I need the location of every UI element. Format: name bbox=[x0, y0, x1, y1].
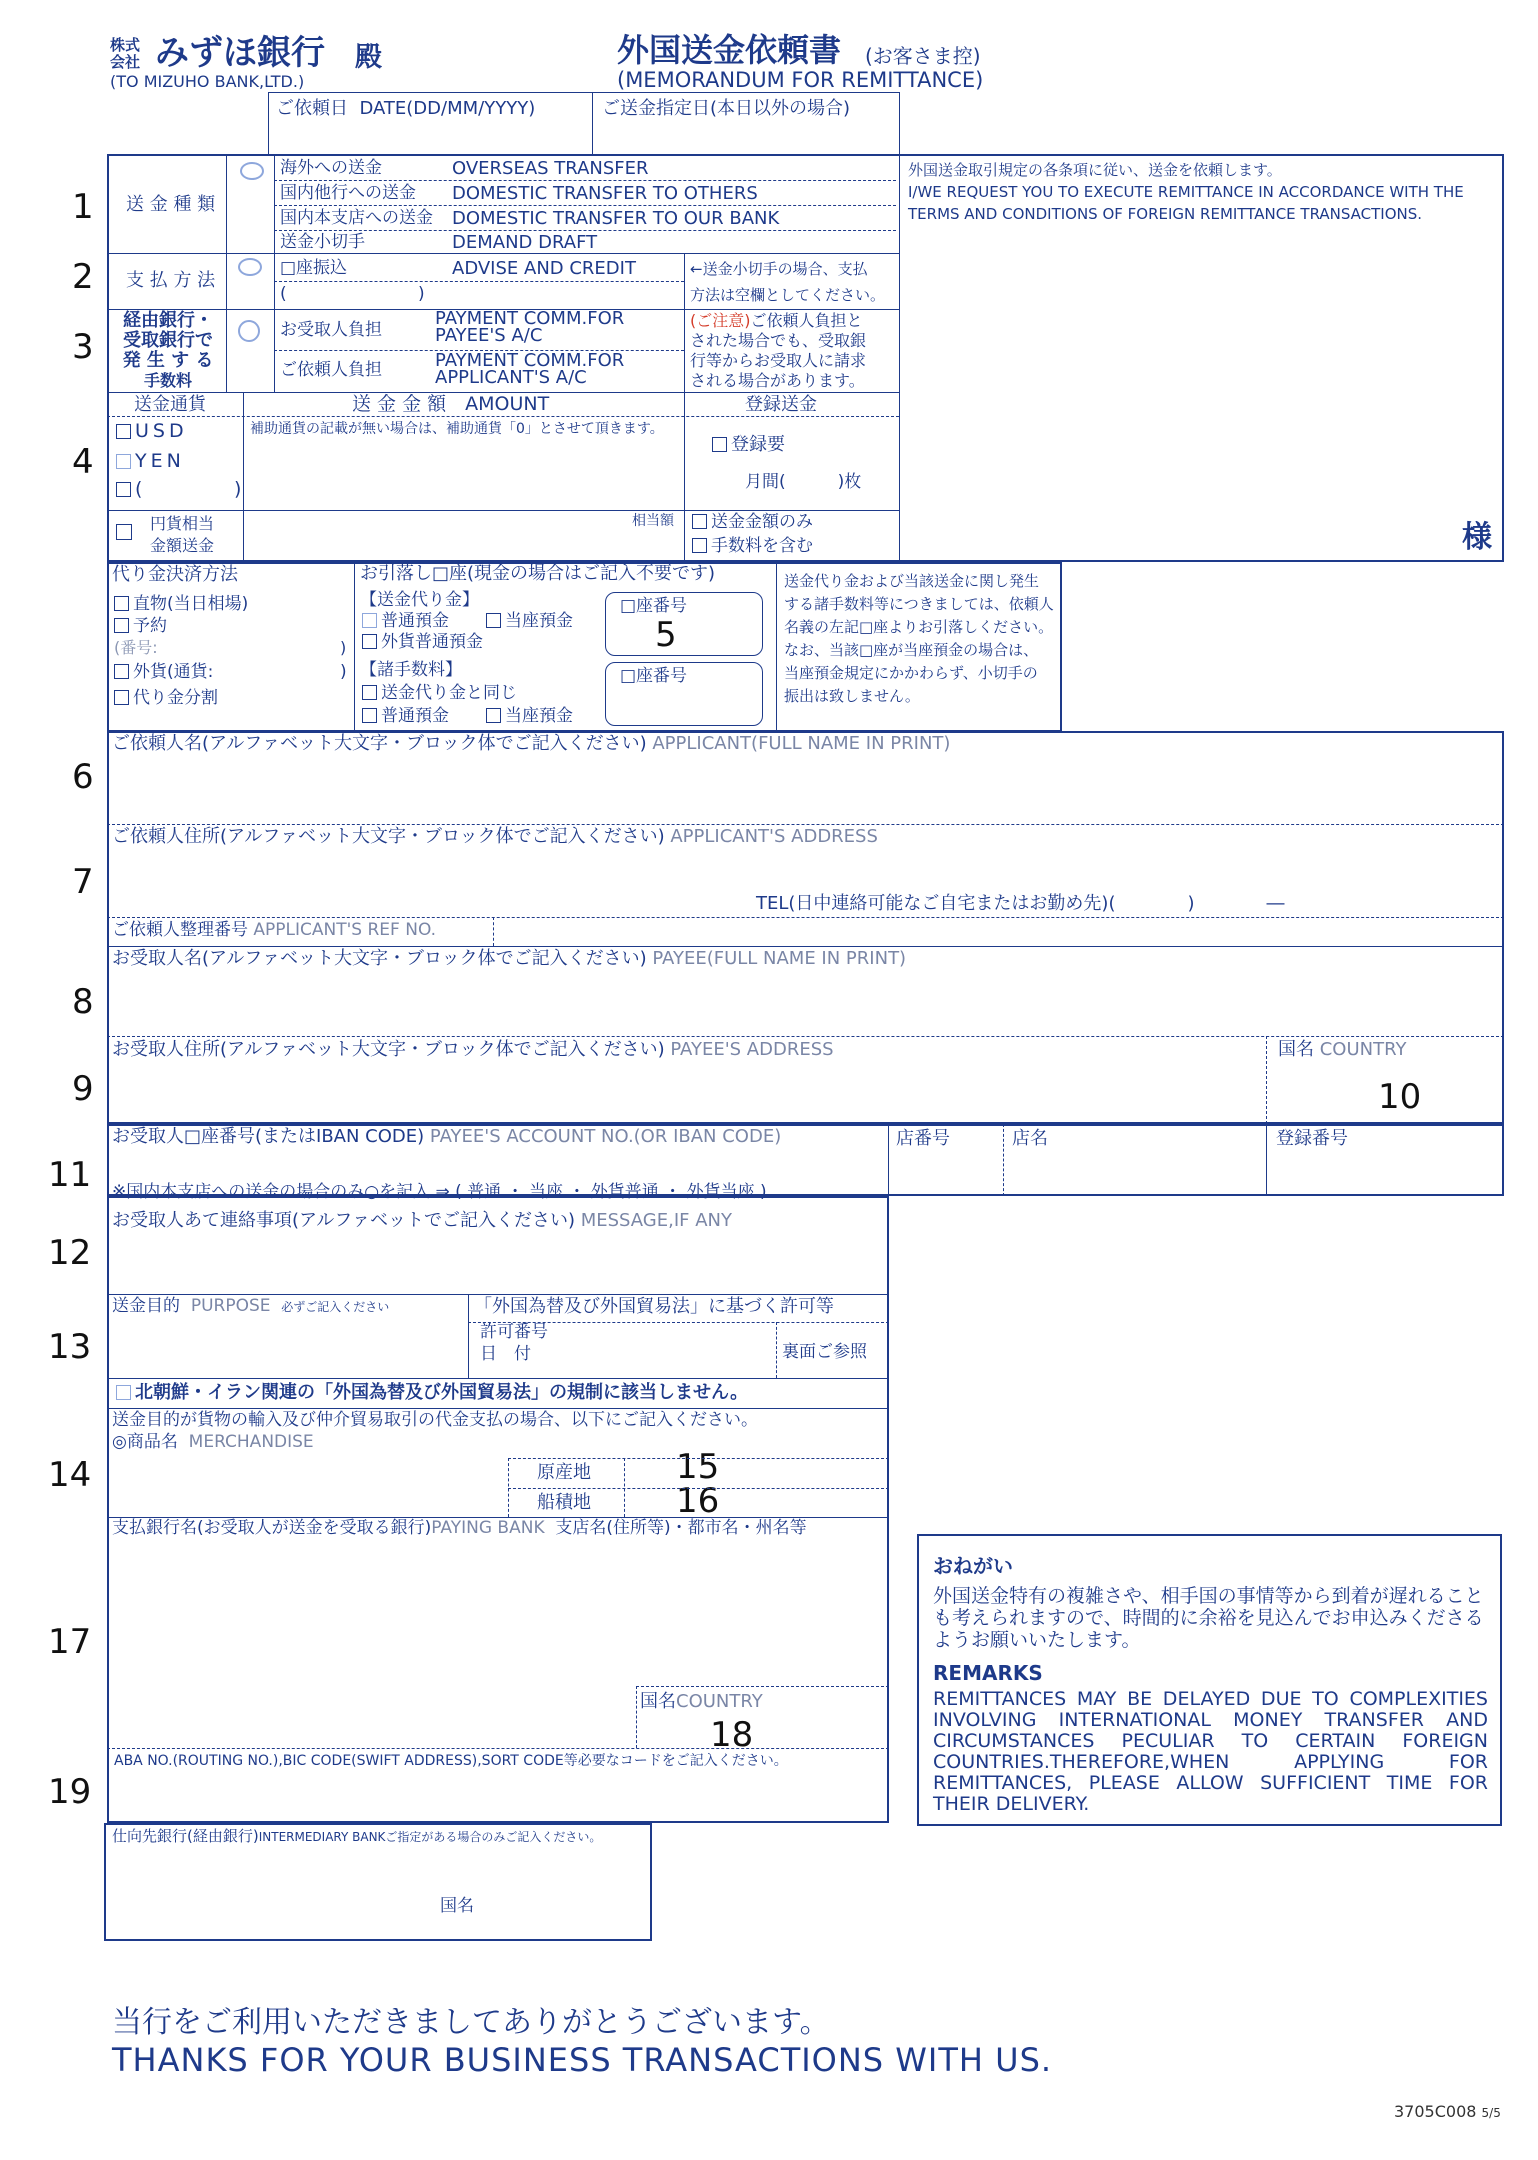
circle-mark-icon bbox=[238, 320, 260, 342]
option-advise-credit[interactable]: □座振込 bbox=[280, 258, 348, 278]
goods-header: 送金目的が貨物の輸入及び仲介貿易取引の代金支払の場合、以下にご記入ください。 bbox=[112, 1410, 758, 1430]
sanctions-checkbox[interactable]: 北朝鮮・イラン関連の「外国為替及び外国貿易法」の規制に該当しません。 bbox=[116, 1384, 748, 1402]
row-number: 14 bbox=[48, 1455, 92, 1495]
purpose-input[interactable] bbox=[112, 1320, 462, 1374]
charges-payee[interactable]: お受取人負担 bbox=[280, 320, 382, 340]
settle-split[interactable]: 代り金分割 bbox=[114, 690, 218, 707]
paying-bank-label: 支払銀行名(お受取人が送金を受取る銀行)PAYING BANK 支店名(住所等)・都市名・州名等 bbox=[112, 1518, 807, 1538]
remit-proceeds: 【送金代り金】 bbox=[360, 590, 479, 610]
merchandise-input[interactable] bbox=[112, 1456, 502, 1516]
payee-name-label: お受取人名(アルファベット大文字・ブロック体でご記入ください) PAYEE(FULL NAME IN PRINT) bbox=[112, 948, 907, 969]
bank-code-label: ABA NO.(ROUTING NO.),BIC CODE(SWIFT ADDRESS),SORT CODE等必要なコードをご記入ください。 bbox=[114, 1753, 788, 1769]
permit-date-label: 日 付 bbox=[480, 1344, 531, 1364]
option-overseas[interactable]: 海外への送金 bbox=[280, 158, 382, 178]
payment-method-label: 支 払 方 法 bbox=[126, 270, 216, 291]
registered-header: 登録送金 bbox=[745, 394, 817, 415]
remarks-title-en: REMARKS bbox=[933, 1661, 1043, 1685]
proceeds-foreign[interactable]: 外貨普通預金 bbox=[362, 634, 483, 651]
request-date-label: ご依頼日 DATE(DD/MM/YYYY) bbox=[276, 98, 536, 119]
currency-yen[interactable]: YEN bbox=[116, 452, 185, 471]
currency-header: 送金通貨 bbox=[134, 394, 206, 415]
message-input[interactable] bbox=[112, 1234, 882, 1290]
remarks-body-en: REMITTANCES MAY BE DELAYED DUE TO COMPLEXITIES INVOLVING INTERNATIONAL MONEY TRANSFER AND CIRCUMSTANCES PECULIAR TO CERTAIN FOREIGN COUNTRIES.THEREFORE,WHEN APPLYING FOR REMITTANCES, PLEASE ALLOW SUFFICIENT TIME FOR THEIR DELIVERY. bbox=[933, 1688, 1488, 1815]
option-include-fees[interactable]: 手数料を含む bbox=[692, 538, 813, 555]
row-number: 6 bbox=[72, 757, 94, 797]
row-number: 8 bbox=[72, 982, 94, 1022]
registered-required[interactable]: 登録要 bbox=[712, 436, 785, 454]
thanks-en: THANKS FOR YOUR BUSINESS TRANSACTIONS WITH US. bbox=[112, 2041, 1053, 2079]
row-number: 3 bbox=[72, 327, 94, 367]
option-amount-only[interactable]: 送金金額のみ bbox=[692, 514, 813, 531]
currency-usd[interactable]: USD bbox=[116, 422, 188, 441]
terms-line-3: TERMS AND CONDITIONS OF FOREIGN REMITTANCE TRANSACTIONS. bbox=[908, 205, 1423, 223]
charges-applicant-en: PAYMENT COMM.FOR APPLICANT'S A/C bbox=[435, 350, 625, 388]
row-number: 12 bbox=[48, 1233, 92, 1273]
settle-forward[interactable]: 予約 bbox=[114, 618, 167, 635]
option-demand-draft[interactable]: 送金小切手 bbox=[280, 232, 365, 252]
terms-line-2: I/WE REQUEST YOU TO EXECUTE REMITTANCE IN ACCORDANCE WITH THE bbox=[908, 183, 1464, 201]
fees-ordinary[interactable]: 普通預金 bbox=[362, 708, 449, 725]
tel-label: TEL(日中連絡可能なご自宅またはお勤め先)( ) ― bbox=[756, 893, 1285, 914]
row-number: 10 bbox=[1378, 1077, 1422, 1117]
option-advise-credit-en: ADVISE AND CREDIT bbox=[452, 258, 636, 279]
circle-mark-icon bbox=[240, 162, 264, 180]
payee-address-label: お受取人住所(アルファベット大文字・ブロック体でご記入ください) PAYEE'S ADDRESS bbox=[112, 1039, 834, 1060]
account-number-box-2[interactable]: □座番号 bbox=[605, 662, 763, 726]
fees-checking[interactable]: 当座預金 bbox=[486, 708, 573, 725]
applicant-ref-label: ご依頼人整理番号 APPLICANT'S REF NO. bbox=[112, 920, 437, 940]
row-number: 13 bbox=[48, 1327, 92, 1367]
row-number: 18 bbox=[710, 1715, 754, 1755]
dd-note-2: 方法は空欄としてください。 bbox=[690, 286, 886, 304]
proceeds-checking[interactable]: 当座預金 bbox=[486, 613, 573, 630]
row-number: 16 bbox=[676, 1481, 720, 1521]
branch-no-label: 店番号 bbox=[896, 1128, 950, 1149]
debit-header: お引落し□座(現金の場合はご記入不要です) bbox=[360, 563, 716, 584]
applicant-address-input[interactable] bbox=[112, 850, 1497, 890]
applicant-name-input[interactable] bbox=[112, 758, 1497, 820]
branch-name-label: 店名 bbox=[1012, 1128, 1048, 1149]
dd-note-1: ←送金小切手の場合、支払 bbox=[690, 260, 868, 278]
bank-prefix-top: 株式 bbox=[110, 36, 141, 54]
row-number: 11 bbox=[48, 1155, 92, 1195]
form-title: 外国送金依頼書 bbox=[617, 31, 842, 69]
payee-account-label: お受取人□座番号(またはIBAN CODE) PAYEE'S ACCOUNT NO.(OR IBAN CODE) bbox=[112, 1126, 782, 1147]
thanks-jp: 当行をご利用いただきましてありがとうございます。 bbox=[112, 2005, 830, 2040]
proceeds-ordinary[interactable]: 普通預金 bbox=[362, 613, 449, 630]
equiv-label: 相当額 bbox=[632, 513, 674, 529]
amount-header: 送 金 金 額 AMOUNT bbox=[352, 393, 550, 415]
option-demand-draft-en: DEMAND DRAFT bbox=[452, 232, 598, 253]
payee-name-input[interactable] bbox=[112, 972, 1497, 1032]
remarks-title-jp: おねがい bbox=[933, 1554, 1013, 1578]
fees-same[interactable]: 送金代り金と同じ bbox=[362, 685, 517, 702]
intermediary-label: 仕向先銀行(経由銀行)INTERMEDIARY BANKご指定がある場合のみご記入ください。 bbox=[112, 1827, 602, 1845]
form-code: 3705C008 5/5 bbox=[1394, 2102, 1501, 2121]
bank-name-en: (TO MIZUHO BANK,LTD.) bbox=[110, 72, 305, 91]
reg-no-label: 登録番号 bbox=[1276, 1128, 1348, 1149]
paren-open: ( bbox=[280, 284, 287, 304]
bank-code-input[interactable] bbox=[112, 1774, 882, 1818]
row-number: 19 bbox=[48, 1772, 92, 1812]
row-number: 4 bbox=[72, 442, 94, 482]
fees-header: 【諸手数料】 bbox=[360, 660, 462, 680]
terms-line-1: 外国送金取引規定の各条項に従い、送金を依頼します。 bbox=[908, 161, 1282, 179]
applicant-name-label: ご依頼人名(アルファベット大文字・ブロック体でご記入ください) APPLICANT(FULL NAME IN PRINT) bbox=[112, 733, 951, 754]
option-overseas-en: OVERSEAS TRANSFER bbox=[452, 158, 649, 179]
bank-honorific: 殿 bbox=[355, 42, 382, 73]
option-domestic-others[interactable]: 国内他行への送金 bbox=[280, 183, 416, 203]
yen-equiv-checkbox[interactable] bbox=[116, 524, 132, 540]
number-close: ) bbox=[340, 638, 347, 657]
charges-applicant[interactable]: ご依頼人負担 bbox=[280, 360, 382, 380]
row-number: 5 bbox=[655, 615, 677, 655]
paying-bank-input[interactable] bbox=[112, 1544, 632, 1744]
debit-note: 送金代り金および当該送金に関し発生 する諸手数料等につきましては、依頼人 名義の左記□座よりお引落しください。 なお、当該□座が当座預金の場合は、 当座預金規定にかかわらず、小切手の 振出は致しません。 bbox=[784, 572, 1054, 705]
charges-payee-en: PAYMENT COMM.FOR PAYEE'S A/C bbox=[435, 308, 625, 346]
transfer-type-label: 送 金 種 類 bbox=[126, 194, 216, 215]
loading-label: 船積地 bbox=[537, 1492, 591, 1513]
currency-other[interactable]: ( bbox=[116, 480, 142, 499]
paren-close: ) bbox=[418, 284, 425, 304]
amount-input[interactable] bbox=[250, 440, 678, 506]
message-label: お受取人あて連絡事項(アルファベットでご記入ください) MESSAGE,IF ANY bbox=[112, 1210, 732, 1231]
permit-no-label: 許可番号 bbox=[480, 1322, 548, 1342]
currency-other-close: ) bbox=[234, 478, 242, 500]
row-number: 9 bbox=[72, 1069, 94, 1109]
designated-date-label: ご送金指定日(本日以外の場合) bbox=[602, 98, 851, 119]
payee-country-label: 国名 COUNTRY bbox=[1278, 1039, 1407, 1060]
settle-foreign[interactable]: 外貨(通貨: bbox=[114, 664, 213, 681]
row-number: 1 bbox=[72, 187, 94, 227]
option-domestic-others-en: DOMESTIC TRANSFER TO OTHERS bbox=[452, 183, 758, 204]
circle-mark-icon bbox=[238, 258, 262, 276]
sama: 様 bbox=[1462, 520, 1492, 555]
charges-note: (ご注意)ご依頼人負担と された場合でも、受取銀 行等からお受取人に請求 される場合があります。 bbox=[690, 311, 867, 390]
settle-spot[interactable]: 直物(当日相場) bbox=[114, 596, 248, 613]
row-number: 15 bbox=[676, 1447, 720, 1487]
payee-address-input[interactable] bbox=[112, 1064, 1262, 1120]
remarks-body-jp: 外国送金特有の複雑さや、相手国の事情等から到着が遅れることも考えられますので、時間的に余裕を見込んでお申込みくださるようお願いいたします。 bbox=[933, 1585, 1484, 1651]
option-domestic-our-bank-en: DOMESTIC TRANSFER TO OUR BANK bbox=[452, 208, 780, 229]
row-number: 2 bbox=[72, 257, 94, 297]
monthly-count[interactable]: 月間( )枚 bbox=[745, 472, 862, 492]
option-domestic-our-bank[interactable]: 国内本支店への送金 bbox=[280, 208, 433, 228]
charges-label: 経由銀行・ 受取銀行で 発 生 す る 手数料 bbox=[122, 310, 214, 390]
paying-bank-country: 国名COUNTRY bbox=[640, 1691, 763, 1712]
permit-header: 「外国為替及び外国貿易法」に基づく許可等 bbox=[474, 1296, 834, 1317]
bank-prefix-bottom: 会社 bbox=[110, 53, 141, 71]
see-reverse: 裏面ご参照 bbox=[782, 1342, 867, 1362]
row-number: 7 bbox=[72, 862, 94, 902]
foreign-close: ) bbox=[340, 662, 347, 682]
account-number-box-1[interactable]: □座番号 bbox=[605, 592, 763, 656]
purpose-label: 送金目的 PURPOSE 必ずご記入ください bbox=[112, 1296, 390, 1316]
merchandise-label: ◎商品名 MERCHANDISE bbox=[112, 1432, 314, 1452]
origin-label: 原産地 bbox=[537, 1462, 591, 1483]
settlement-header: 代り金決済方法 bbox=[112, 564, 238, 585]
form-title-suffix: (お客さま控) bbox=[865, 44, 981, 68]
remarks-box bbox=[917, 1534, 1502, 1826]
domestic-account-type-note: ※国内本支店への送金の場合のみ○を記入 ⇒ ( 普通 ・ 当座 ・ 外貨普通 ・ 外貨当座 ) bbox=[112, 1182, 767, 1202]
amount-note: 補助通貨の記載が無い場合は、補助通貨「0」とさせて頂きます。 bbox=[250, 421, 664, 437]
applicant-address-label: ご依頼人住所(アルファベット大文字・ブロック体でご記入ください) APPLICANT'S ADDRESS bbox=[112, 826, 878, 847]
number-label: (番号: bbox=[114, 638, 158, 657]
intermediary-input[interactable] bbox=[112, 1850, 646, 1890]
yen-equiv-label: 円貨相当 金額送金 bbox=[150, 514, 215, 555]
row-number: 17 bbox=[48, 1622, 92, 1662]
bank-name: みずほ銀行 bbox=[155, 33, 325, 73]
form-title-en: (MEMORANDUM FOR REMITTANCE) bbox=[617, 68, 984, 92]
intermediary-country-label: 国名 bbox=[440, 1896, 474, 1916]
payee-account-input[interactable] bbox=[112, 1150, 882, 1176]
